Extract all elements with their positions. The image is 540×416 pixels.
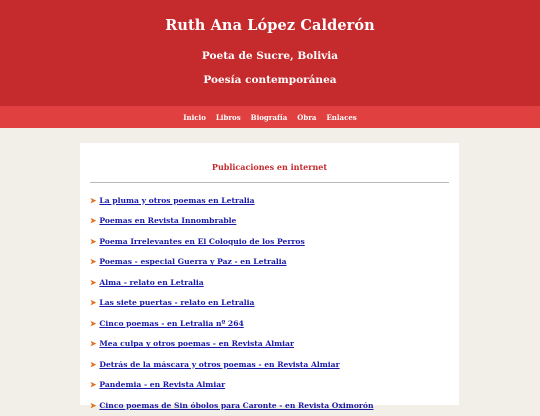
list-item [90, 231, 373, 252]
site-header [0, 0, 540, 106]
publication-link[interactable]: Poemas en Revista Innombrable [99, 216, 237, 226]
publication-link[interactable]: Detrás de la máscara y otros poemas - en Revista Almiar [99, 359, 340, 369]
arrow-icon: ➤ [90, 277, 97, 287]
arrow-icon: ➤ [90, 380, 97, 390]
nav-item-biografia[interactable]: Biografía [250, 112, 288, 122]
list-item [90, 313, 373, 334]
site-subtitle-location: Poeta de Sucre, Bolivia [201, 50, 339, 62]
publication-link[interactable]: Poema Irrelevantes en El Coloquio de los Perros [99, 236, 305, 246]
nav-item-obra[interactable]: Obra [297, 112, 317, 122]
arrow-icon: ➤ [90, 236, 97, 246]
site-title: Ruth Ana López Calderón [165, 17, 375, 34]
nav-item-enlaces[interactable]: Enlaces [326, 112, 357, 122]
publication-link[interactable]: Mea culpa y otros poemas - en Revista Almiar [99, 339, 294, 349]
main-nav [0, 106, 540, 128]
list-item [90, 354, 373, 375]
section-heading: Publicaciones en internet [211, 162, 328, 172]
list-item [90, 395, 373, 416]
divider [90, 182, 449, 183]
nav-item-libros[interactable]: Libros [215, 112, 241, 122]
list-item [90, 272, 373, 293]
arrow-icon: ➤ [90, 339, 97, 349]
list-item [90, 252, 373, 273]
nav-item-inicio[interactable]: Inicio [183, 112, 206, 122]
arrow-icon: ➤ [90, 318, 97, 328]
publication-link[interactable]: Pandemia - en Revista Almiar [99, 380, 226, 390]
publication-list [90, 190, 373, 416]
arrow-icon: ➤ [90, 216, 97, 226]
arrow-icon: ➤ [90, 359, 97, 369]
arrow-icon: ➤ [90, 400, 97, 410]
publication-link[interactable]: Cinco poemas de Sin óbolos para Caronte - en Revista Oximorón [99, 400, 374, 410]
content-card [80, 143, 459, 410]
publication-link[interactable]: Alma - relato en Letralia [99, 277, 204, 287]
publication-link[interactable]: Cinco poemas - en Letralia nº 264 [99, 318, 244, 328]
publication-link[interactable]: Poemas - especial Guerra y Paz - en Letralia [99, 257, 287, 267]
site-subtitle-genre: Poesía contemporánea [203, 74, 337, 86]
list-item [90, 293, 373, 314]
arrow-icon: ➤ [90, 298, 97, 308]
arrow-icon: ➤ [90, 195, 97, 205]
arrow-icon: ➤ [90, 257, 97, 267]
list-item [90, 334, 373, 355]
list-item [90, 211, 373, 232]
list-item [90, 375, 373, 396]
publication-link[interactable]: Las siete puertas - relato en Letralia [99, 298, 255, 308]
publication-link[interactable]: La pluma y otros poemas en Letralia [99, 195, 255, 205]
list-item [90, 190, 373, 211]
